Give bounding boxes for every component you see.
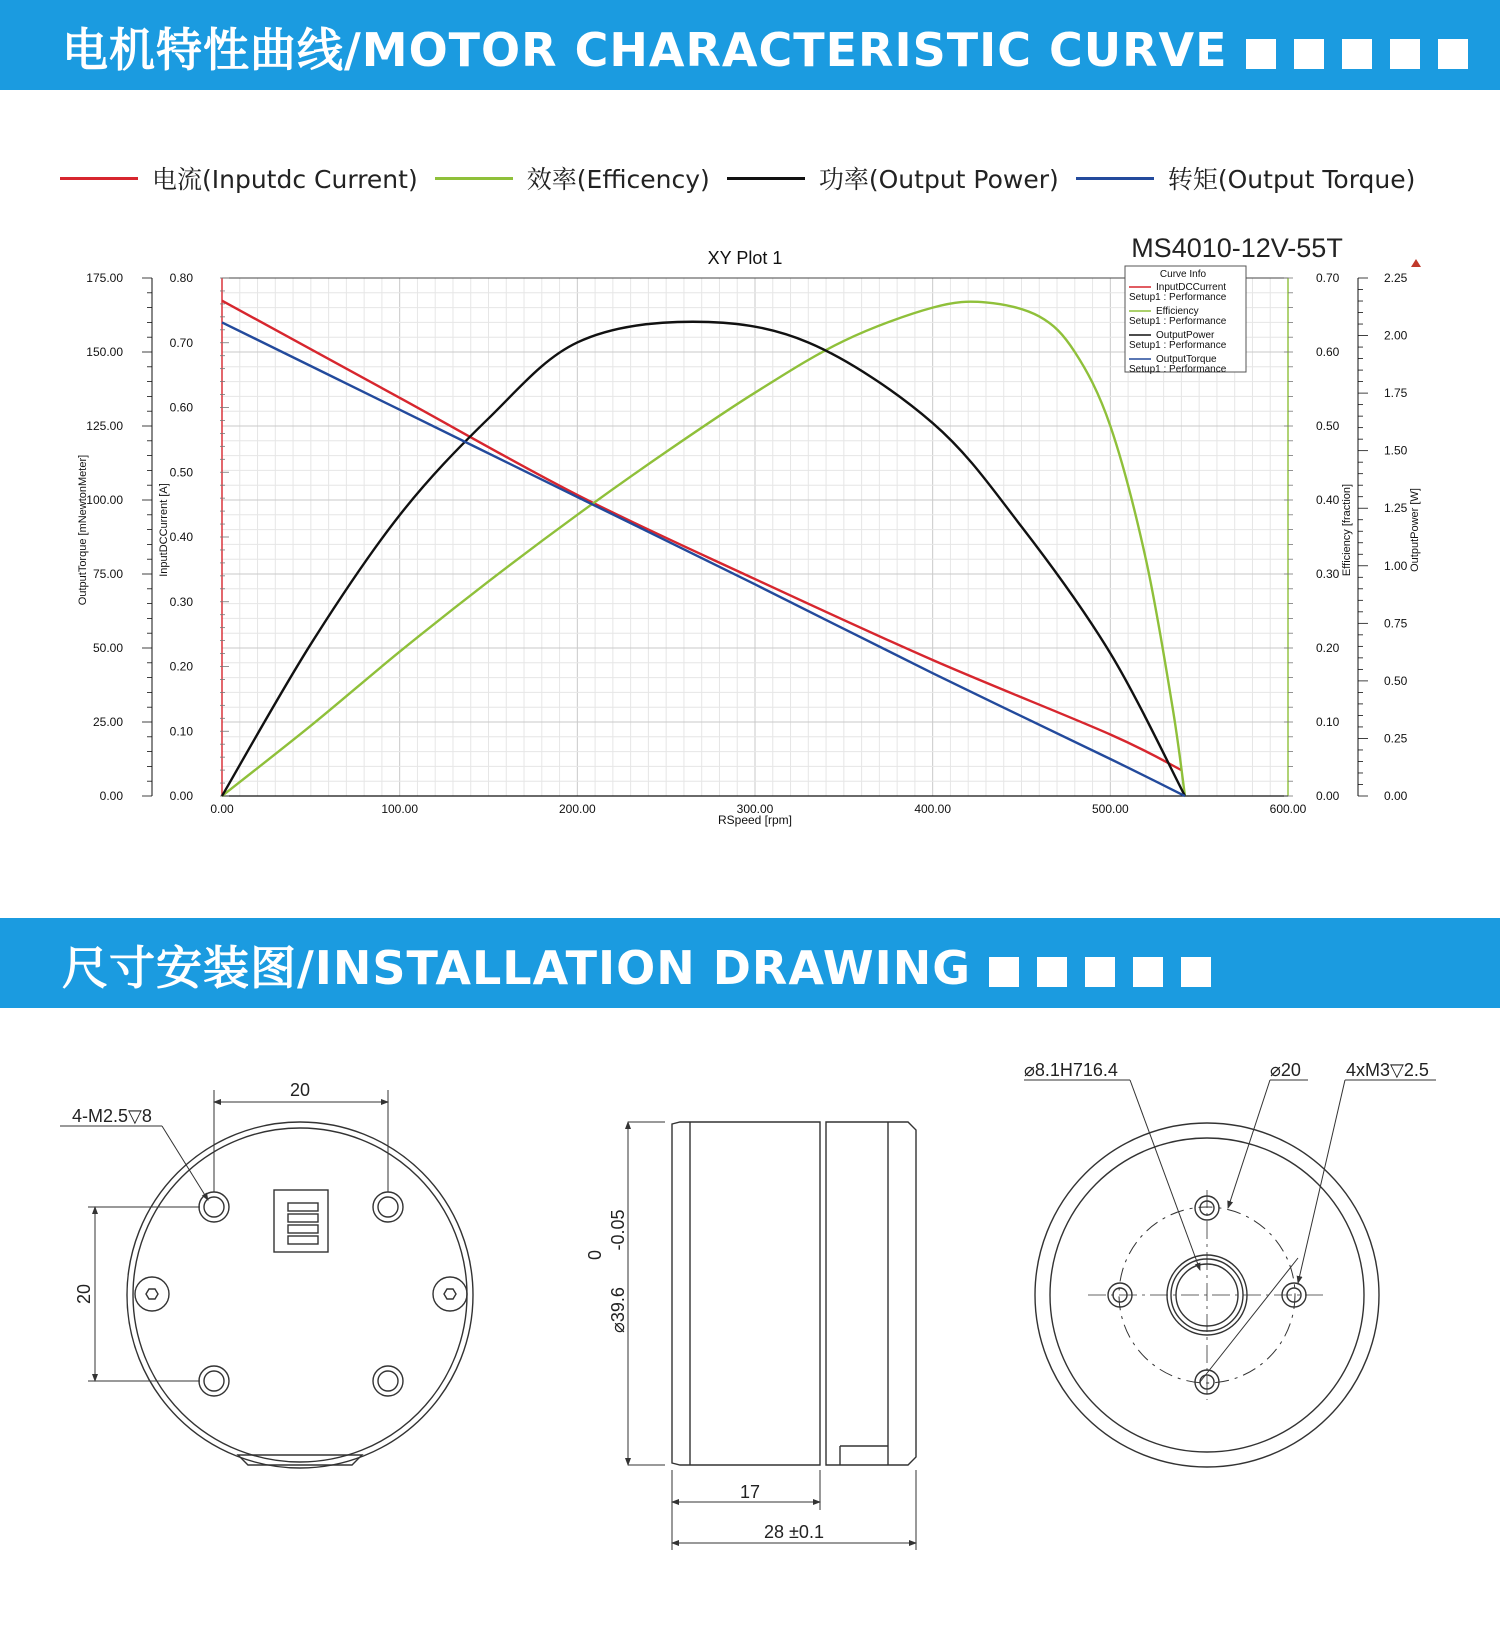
x-tick-label: 200.00 — [558, 802, 596, 816]
curve-info-setup: Setup1 : Performance — [1129, 316, 1227, 327]
banner-square-icon — [1246, 39, 1276, 69]
power-tick-label: 0.50 — [1384, 673, 1408, 688]
efficiency-tick-label: 0.40 — [1316, 493, 1340, 507]
efficiency-tick-label: 0.30 — [1316, 567, 1340, 581]
efficiency-tick-label: 0.00 — [1316, 789, 1340, 803]
current-tick-label: 0.40 — [169, 530, 193, 544]
legend-swatch — [60, 177, 138, 180]
dim-side-20: 20 — [74, 1283, 94, 1305]
motor-characteristic-chart — [0, 230, 1500, 870]
banner-square-icon — [1294, 39, 1324, 69]
drawing-section-title: 尺寸安装图/INSTALLATION DRAWING — [62, 941, 971, 995]
legend-item-current: 电流(Inputdc Current) — [60, 160, 418, 196]
power-tick-label: 2.00 — [1384, 328, 1408, 343]
legend-swatch — [1076, 177, 1154, 180]
power-tick-label: 2.25 — [1384, 271, 1408, 285]
dia-tol-lower: -0.05 — [608, 1209, 628, 1251]
curve-section-banner — [0, 0, 1500, 90]
x-tick-label: 0.00 — [210, 802, 234, 816]
banner-square-icon — [1181, 957, 1211, 987]
power-tick-label: 1.25 — [1384, 501, 1408, 516]
x-tick-label: 100.00 — [381, 802, 419, 816]
bore-note: ⌀8.1H716.4 — [1024, 1060, 1118, 1080]
x-tick-label: 400.00 — [914, 802, 952, 816]
curve-info-setup: Setup1 : Performance — [1129, 340, 1227, 351]
efficiency-axis-label: Efficiency [fraction] — [1341, 483, 1353, 577]
power-tick-label: 1.00 — [1384, 558, 1408, 573]
chart-model: MS4010-12V-55T — [1131, 233, 1343, 263]
torque-tick-label: 175.00 — [86, 271, 123, 285]
hex-screw-icon — [135, 1277, 169, 1311]
chart-title: XY Plot 1 — [707, 248, 783, 268]
torque-tick-label: 25.00 — [92, 715, 123, 729]
current-tick-label: 0.10 — [169, 724, 193, 739]
legend-swatch — [727, 177, 805, 180]
x-tick-label: 500.00 — [1091, 802, 1129, 816]
curve-info-name: OutputPower — [1156, 330, 1215, 341]
efficiency-tick-label: 0.10 — [1316, 715, 1340, 729]
dim-17: 17 — [739, 1482, 761, 1502]
curve-info-name: Efficiency — [1156, 306, 1199, 317]
hex-screw-icon — [433, 1277, 467, 1311]
current-tick-label: 0.60 — [169, 400, 193, 415]
x-axis-label: RSpeed [rpm] — [717, 813, 793, 827]
curve-section-title: 电机特性曲线/MOTOR CHARACTERISTIC CURVE — [62, 23, 1228, 77]
x-tick-label: 600.00 — [1269, 802, 1307, 816]
efficiency-tick-label: 0.20 — [1316, 641, 1340, 655]
current-axis-label: InputDCCurrent [A] — [158, 483, 170, 577]
efficiency-tick-label: 0.60 — [1316, 345, 1340, 359]
banner-square-icon — [1390, 39, 1420, 69]
torque-tick-label: 0.00 — [99, 789, 123, 803]
torque-axis-label: OutputTorque [mNewtonMeter] — [77, 454, 89, 606]
torque-tick-label: 75.00 — [92, 567, 123, 581]
power-tick-label: 1.75 — [1384, 386, 1408, 401]
triangle-marker-icon — [1411, 259, 1421, 267]
legend-item-power: 功率(Output Power) — [727, 160, 1059, 196]
legend-item-torque: 转矩(Output Torque) — [1076, 160, 1416, 196]
legend-swatch — [435, 177, 513, 180]
torque-tick-label: 150.00 — [86, 345, 123, 359]
dip-switch-icon — [274, 1190, 328, 1252]
torque-tick-label: 125.00 — [86, 419, 123, 433]
drawing-section-banner — [0, 918, 1500, 1008]
dia-main: ⌀39.6 — [608, 1287, 628, 1333]
mount-hole-icon — [373, 1366, 403, 1396]
hole-note-left: 4-M2.5▽8 — [72, 1106, 152, 1126]
torque-tick-label: 100.00 — [86, 493, 123, 507]
hole-note-right: 4xM3▽2.5 — [1346, 1060, 1429, 1080]
mount-hole-icon — [373, 1192, 403, 1222]
efficiency-tick-label: 0.70 — [1316, 271, 1340, 285]
curve-info-setup: Setup1 : Performance — [1129, 364, 1227, 375]
dia-tol-upper: 0 — [585, 1249, 605, 1261]
curve-info-box — [1125, 266, 1246, 375]
curve-info-setup: Setup1 : Performance — [1129, 292, 1227, 303]
side-view-drawing — [628, 1122, 916, 1550]
installation-drawing — [0, 1010, 1500, 1610]
banner-square-icon — [1085, 957, 1115, 987]
pcd-note: ⌀20 — [1270, 1060, 1301, 1080]
banner-square-icon — [1342, 39, 1372, 69]
dim-28: 28 ±0.1 — [764, 1522, 824, 1542]
x-tick-label: 300.00 — [736, 802, 774, 816]
banner-square-icon — [1037, 957, 1067, 987]
chart-legend — [60, 160, 1427, 200]
current-tick-label: 0.00 — [169, 789, 193, 803]
curve-info-name: InputDCCurrent — [1156, 282, 1227, 293]
power-axis-label: OutputPower [W] — [1409, 488, 1421, 572]
current-tick-label: 0.20 — [169, 659, 193, 674]
power-tick-label: 1.50 — [1384, 443, 1408, 458]
back-view-drawing — [60, 1090, 473, 1468]
power-tick-label: 0.00 — [1384, 789, 1408, 803]
current-tick-label: 0.50 — [169, 465, 193, 480]
banner-square-icon — [1438, 39, 1468, 69]
power-tick-label: 0.25 — [1384, 731, 1408, 746]
legend-item-efficiency: 效率(Efficency) — [435, 160, 710, 196]
efficiency-tick-label: 0.50 — [1316, 419, 1340, 433]
curve-info-name: OutputTorque — [1156, 354, 1217, 365]
power-tick-label: 0.75 — [1384, 616, 1408, 631]
front-view-drawing — [1024, 1080, 1436, 1467]
mount-hole-icon — [199, 1192, 229, 1222]
mount-hole-icon — [199, 1366, 229, 1396]
torque-tick-label: 50.00 — [92, 641, 123, 655]
current-tick-label: 0.70 — [169, 335, 193, 350]
banner-square-icon — [1133, 957, 1163, 987]
current-tick-label: 0.30 — [169, 594, 193, 609]
banner-square-icon — [989, 957, 1019, 987]
dim-top-20: 20 — [289, 1080, 311, 1100]
current-tick-label: 0.80 — [169, 271, 193, 285]
curve-info-title: Curve Info — [1159, 269, 1207, 280]
